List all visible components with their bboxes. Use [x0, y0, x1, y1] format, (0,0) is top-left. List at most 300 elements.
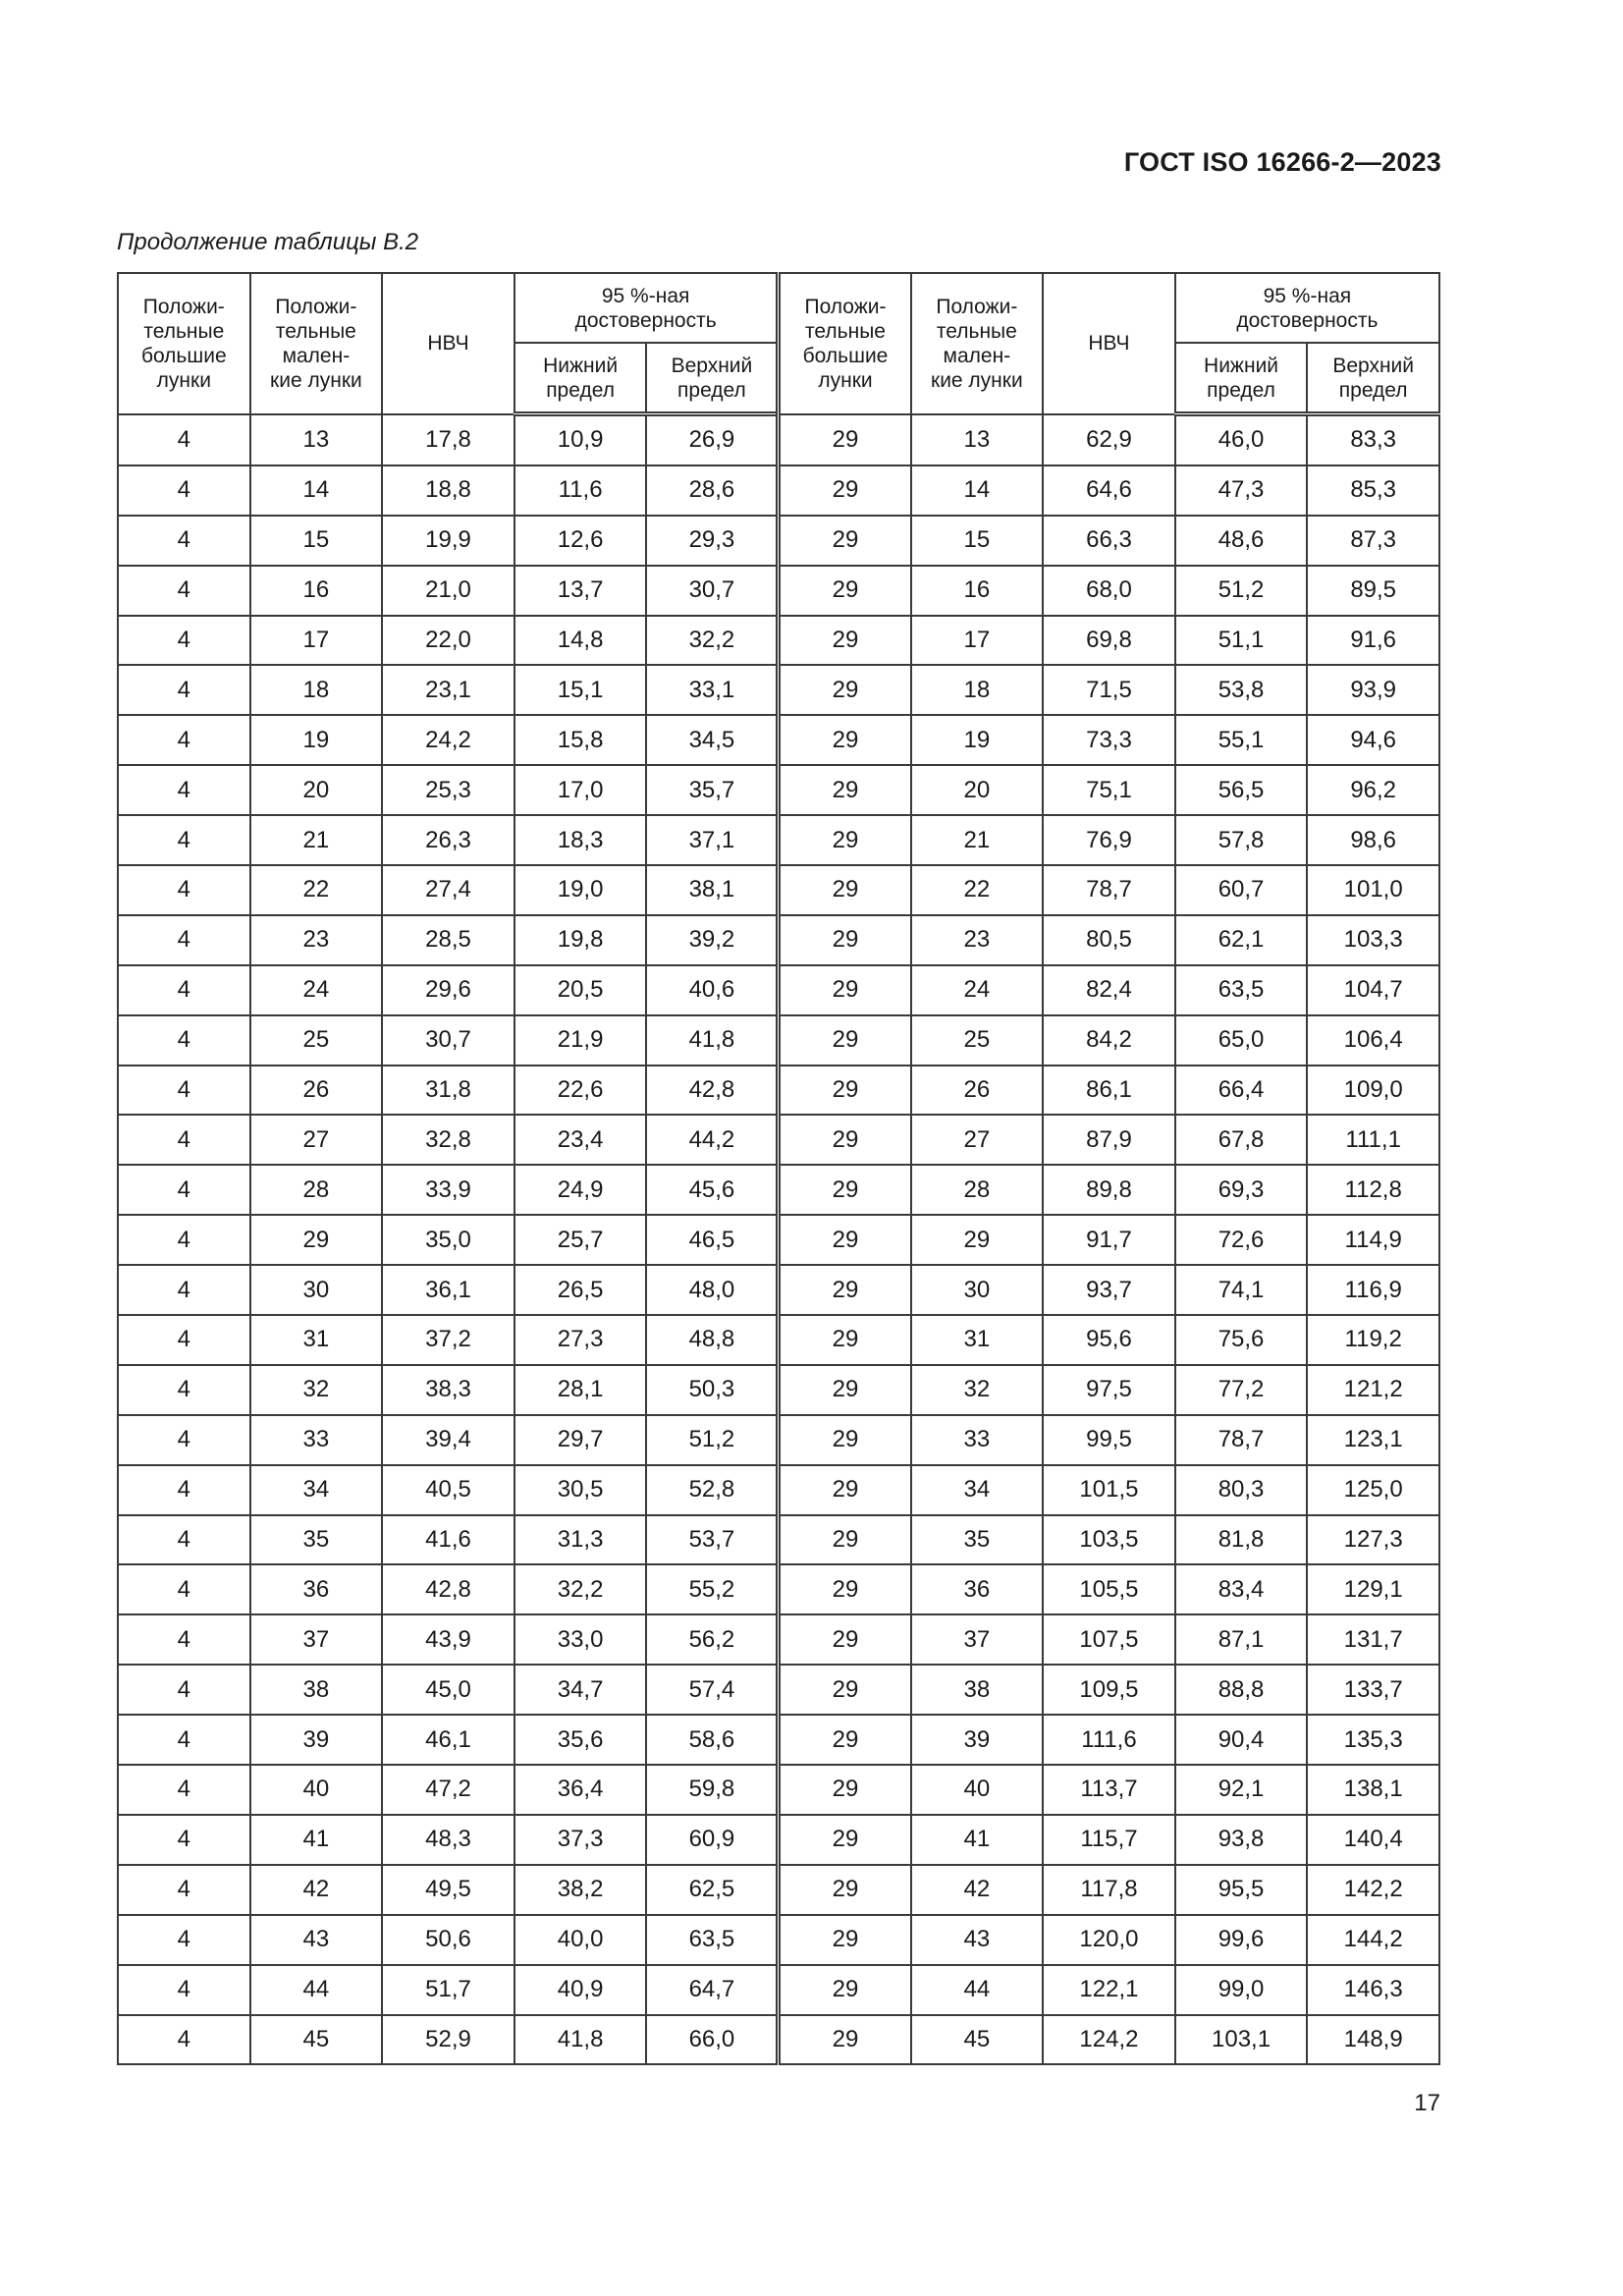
table-cell: 28 — [911, 1165, 1044, 1215]
table-cell: 16 — [911, 566, 1044, 616]
table-cell: 23,1 — [382, 665, 514, 715]
table-cell: 60,9 — [646, 1815, 779, 1865]
table-cell: 101,0 — [1307, 865, 1439, 915]
table-cell: 36,1 — [382, 1265, 514, 1315]
table-row — [118, 1915, 1439, 1965]
table-cell: 29 — [911, 1215, 1044, 1265]
table-cell: 96,2 — [1307, 765, 1439, 815]
table-cell: 29 — [250, 1215, 383, 1265]
table-row — [118, 1265, 1439, 1315]
table-cell: 15 — [250, 516, 383, 566]
table-cell: 4 — [118, 665, 250, 715]
table-cell: 55,1 — [1175, 715, 1308, 765]
table-cell: 148,9 — [1307, 2015, 1439, 2065]
table-row — [118, 1765, 1439, 1815]
table-row — [118, 414, 1439, 465]
table-cell: 20,5 — [514, 965, 647, 1015]
table-cell: 64,7 — [646, 1965, 779, 2015]
table-cell: 17 — [250, 616, 383, 666]
table-cell: 17,8 — [382, 414, 514, 465]
table-cell: 98,6 — [1307, 815, 1439, 865]
table-cell: 111,1 — [1307, 1115, 1439, 1165]
table-cell: 34 — [911, 1465, 1044, 1515]
table-cell: 103,5 — [1043, 1515, 1175, 1565]
table-cell: 4 — [118, 815, 250, 865]
header-lower-limit-2: Нижний предел — [1175, 343, 1308, 414]
table-cell: 29 — [779, 1765, 911, 1815]
table-cell: 58,6 — [646, 1715, 779, 1765]
table-cell: 14 — [250, 465, 383, 516]
table-cell: 23 — [250, 915, 383, 965]
table-cell: 4 — [118, 1265, 250, 1315]
table-row — [118, 1515, 1439, 1565]
table-cell: 27,3 — [514, 1315, 647, 1365]
table-cell: 4 — [118, 616, 250, 666]
table-cell: 65,0 — [1175, 1015, 1308, 1066]
table-row — [118, 1415, 1439, 1465]
table-cell: 27 — [911, 1115, 1044, 1165]
table-cell: 4 — [118, 1415, 250, 1465]
table-cell: 78,7 — [1043, 865, 1175, 915]
table-cell: 31,8 — [382, 1066, 514, 1116]
table-cell: 45,6 — [646, 1165, 779, 1215]
table-cell: 69,3 — [1175, 1165, 1308, 1215]
table-cell: 89,5 — [1307, 566, 1439, 616]
table-cell: 29 — [779, 1265, 911, 1315]
table-cell: 111,6 — [1043, 1715, 1175, 1765]
table-cell: 29,6 — [382, 965, 514, 1015]
table-cell: 4 — [118, 1465, 250, 1515]
table-cell: 35,7 — [646, 765, 779, 815]
table-cell: 64,6 — [1043, 465, 1175, 516]
table-cell: 104,7 — [1307, 965, 1439, 1015]
table-cell: 28,6 — [646, 465, 779, 516]
table-cell: 53,7 — [646, 1515, 779, 1565]
table-cell: 63,5 — [646, 1915, 779, 1965]
document-code: ГОСТ ISO 16266-2—2023 — [1123, 147, 1441, 177]
table-cell: 29 — [779, 1465, 911, 1515]
table-cell: 62,1 — [1175, 915, 1308, 965]
table-cell: 10,9 — [514, 414, 647, 465]
table-cell: 17,0 — [514, 765, 647, 815]
table-cell: 29 — [779, 665, 911, 715]
table-cell: 27 — [250, 1115, 383, 1165]
table-cell: 42 — [911, 1865, 1044, 1915]
table-cell: 11,6 — [514, 465, 647, 516]
table-cell: 45 — [250, 2015, 383, 2065]
table-cell: 146,3 — [1307, 1965, 1439, 2015]
table-row — [118, 1066, 1439, 1116]
table-cell: 29 — [779, 1715, 911, 1765]
table-cell: 62,5 — [646, 1865, 779, 1915]
table-cell: 4 — [118, 1215, 250, 1265]
table-cell: 38,2 — [514, 1865, 647, 1915]
table-cell: 74,1 — [1175, 1265, 1308, 1315]
table-cell: 107,5 — [1043, 1614, 1175, 1665]
header-confidence: 95 %-ная достоверность — [514, 273, 779, 343]
table-cell: 22,0 — [382, 616, 514, 666]
table-cell: 26 — [911, 1066, 1044, 1116]
table-cell: 71,5 — [1043, 665, 1175, 715]
table-cell: 36 — [911, 1564, 1044, 1614]
table-cell: 14,8 — [514, 616, 647, 666]
table-cell: 29 — [779, 465, 911, 516]
table-cell: 4 — [118, 1665, 250, 1715]
table-cell: 28 — [250, 1165, 383, 1215]
table-cell: 33,0 — [514, 1614, 647, 1665]
table-cell: 40 — [250, 1765, 383, 1815]
table-cell: 123,1 — [1307, 1415, 1439, 1465]
table-cell: 92,1 — [1175, 1765, 1308, 1815]
table-cell: 121,2 — [1307, 1365, 1439, 1415]
table-cell: 25,3 — [382, 765, 514, 815]
table-cell: 40,9 — [514, 1965, 647, 2015]
table-cell: 4 — [118, 1815, 250, 1865]
table-cell: 125,0 — [1307, 1465, 1439, 1515]
table-cell: 19,8 — [514, 915, 647, 965]
table-cell: 22,6 — [514, 1066, 647, 1116]
table-cell: 29 — [779, 1015, 911, 1066]
table-cell: 39 — [911, 1715, 1044, 1765]
table-cell: 29 — [779, 1865, 911, 1915]
table-cell: 29 — [779, 1915, 911, 1965]
table-cell: 35,0 — [382, 1215, 514, 1265]
table-cell: 29 — [779, 1965, 911, 2015]
table-cell: 47,2 — [382, 1765, 514, 1815]
table-cell: 116,9 — [1307, 1265, 1439, 1315]
table-cell: 76,9 — [1043, 815, 1175, 865]
table-cell: 30,7 — [646, 566, 779, 616]
table-cell: 15,1 — [514, 665, 647, 715]
table-row — [118, 915, 1439, 965]
table-cell: 52,8 — [646, 1465, 779, 1515]
table-cell: 144,2 — [1307, 1915, 1439, 1965]
table-cell: 20 — [911, 765, 1044, 815]
table-cell: 15,8 — [514, 715, 647, 765]
table-cell: 29 — [779, 616, 911, 666]
table-cell: 140,4 — [1307, 1815, 1439, 1865]
table-row — [118, 616, 1439, 666]
table-cell: 85,3 — [1307, 465, 1439, 516]
table-cell: 29 — [779, 815, 911, 865]
table-row — [118, 1865, 1439, 1915]
table-cell: 120,0 — [1043, 1915, 1175, 1965]
table-cell: 27,4 — [382, 865, 514, 915]
table-cell: 31 — [250, 1315, 383, 1365]
table-cell: 4 — [118, 1066, 250, 1116]
table-cell: 83,3 — [1307, 414, 1439, 465]
table-cell: 40,0 — [514, 1915, 647, 1965]
table-cell: 32,2 — [514, 1564, 647, 1614]
table-cell: 77,2 — [1175, 1365, 1308, 1415]
table-cell: 55,2 — [646, 1564, 779, 1614]
table-cell: 41,8 — [646, 1015, 779, 1066]
table-cell: 36,4 — [514, 1765, 647, 1815]
table-cell: 41,6 — [382, 1515, 514, 1565]
table-cell: 34,5 — [646, 715, 779, 765]
header-large-wells: Положи- тельные большие лунки — [118, 273, 250, 414]
table-cell: 99,0 — [1175, 1965, 1308, 2015]
table-row — [118, 665, 1439, 715]
table-cell: 25 — [911, 1015, 1044, 1066]
table-cell: 29 — [779, 865, 911, 915]
table-row — [118, 1465, 1439, 1515]
table-row — [118, 715, 1439, 765]
table-cell: 66,3 — [1043, 516, 1175, 566]
table-cell: 30 — [911, 1265, 1044, 1315]
table-cell: 42 — [250, 1865, 383, 1915]
table-cell: 29,7 — [514, 1415, 647, 1465]
table-cell: 23 — [911, 915, 1044, 965]
table-cell: 88,8 — [1175, 1665, 1308, 1715]
table-cell: 38,3 — [382, 1365, 514, 1415]
table-cell: 50,3 — [646, 1365, 779, 1415]
table-cell: 32,8 — [382, 1115, 514, 1165]
table-cell: 115,7 — [1043, 1815, 1175, 1865]
table-cell: 22 — [250, 865, 383, 915]
table-cell: 95,5 — [1175, 1865, 1308, 1915]
table-cell: 33,9 — [382, 1165, 514, 1215]
table-cell: 78,7 — [1175, 1415, 1308, 1465]
table-cell: 29 — [779, 1564, 911, 1614]
table-cell: 105,5 — [1043, 1564, 1175, 1614]
table-cell: 4 — [118, 915, 250, 965]
table-cell: 103,1 — [1175, 2015, 1308, 2065]
table-cell: 40 — [911, 1765, 1044, 1815]
table-cell: 38 — [250, 1665, 383, 1715]
table-cell: 80,3 — [1175, 1465, 1308, 1515]
table-cell: 37,3 — [514, 1815, 647, 1865]
table-cell: 66,4 — [1175, 1066, 1308, 1116]
table-cell: 29 — [779, 1365, 911, 1415]
table-row — [118, 1365, 1439, 1415]
header-confidence-2: 95 %-ная достоверность — [1175, 273, 1439, 343]
table-cell: 4 — [118, 1564, 250, 1614]
table-cell: 48,3 — [382, 1815, 514, 1865]
table-cell: 24 — [911, 965, 1044, 1015]
table-row — [118, 516, 1439, 566]
table-cell: 23,4 — [514, 1115, 647, 1165]
table-cell: 31 — [911, 1315, 1044, 1365]
table-cell: 30 — [250, 1265, 383, 1315]
table-cell: 75,1 — [1043, 765, 1175, 815]
table-cell: 56,2 — [646, 1614, 779, 1665]
table-cell: 29 — [779, 2015, 911, 2065]
table-cell: 90,4 — [1175, 1715, 1308, 1765]
table-caption: Продолжение таблицы В.2 — [117, 229, 419, 255]
table-cell: 31,3 — [514, 1515, 647, 1565]
table-cell: 21,0 — [382, 566, 514, 616]
header-large-wells-2: Положи- тельные большие лунки — [779, 273, 911, 414]
table-cell: 24,9 — [514, 1165, 647, 1215]
table-row — [118, 815, 1439, 865]
table-cell: 46,0 — [1175, 414, 1308, 465]
table-cell: 60,7 — [1175, 865, 1308, 915]
table-cell: 43 — [250, 1915, 383, 1965]
table-row — [118, 1315, 1439, 1365]
table-cell: 80,5 — [1043, 915, 1175, 965]
table-cell: 26,5 — [514, 1265, 647, 1315]
table-cell: 89,8 — [1043, 1165, 1175, 1215]
table-cell: 42,8 — [382, 1564, 514, 1614]
table-row — [118, 1015, 1439, 1066]
page-number: 17 — [1414, 2090, 1440, 2116]
header-small-wells-2: Положи- тельные мален- кие лунки — [911, 273, 1044, 414]
table-cell: 25 — [250, 1015, 383, 1066]
table-cell: 17 — [911, 616, 1044, 666]
table-cell: 4 — [118, 414, 250, 465]
table-cell: 13,7 — [514, 566, 647, 616]
table-cell: 117,8 — [1043, 1865, 1175, 1915]
table-cell: 29 — [779, 1614, 911, 1665]
table-cell: 106,4 — [1307, 1015, 1439, 1066]
table-cell: 29 — [779, 915, 911, 965]
table-row — [118, 1215, 1439, 1265]
table-row — [118, 465, 1439, 516]
table-cell: 29 — [779, 1515, 911, 1565]
table-cell: 69,8 — [1043, 616, 1175, 666]
table-cell: 39 — [250, 1715, 383, 1765]
table-cell: 33 — [250, 1415, 383, 1465]
table-cell: 101,5 — [1043, 1465, 1175, 1515]
table-cell: 40,5 — [382, 1465, 514, 1515]
table-cell: 109,5 — [1043, 1665, 1175, 1715]
table-cell: 124,2 — [1043, 2015, 1175, 2065]
table-cell: 30,7 — [382, 1015, 514, 1066]
table-cell: 97,5 — [1043, 1365, 1175, 1415]
table-cell: 4 — [118, 1965, 250, 2015]
table-cell: 4 — [118, 965, 250, 1015]
table-cell: 32,2 — [646, 616, 779, 666]
table-cell: 87,1 — [1175, 1614, 1308, 1665]
table-cell: 42,8 — [646, 1066, 779, 1116]
table-row — [118, 1665, 1439, 1715]
table-cell: 34 — [250, 1465, 383, 1515]
table-cell: 51,1 — [1175, 616, 1308, 666]
table-cell: 37,2 — [382, 1315, 514, 1365]
table-cell: 18,3 — [514, 815, 647, 865]
table-cell: 32 — [911, 1365, 1044, 1415]
table-cell: 32 — [250, 1365, 383, 1415]
table-body — [118, 414, 1439, 2065]
table-cell: 91,6 — [1307, 616, 1439, 666]
table-cell: 4 — [118, 1015, 250, 1066]
table-cell: 63,5 — [1175, 965, 1308, 1015]
table-cell: 29 — [779, 1115, 911, 1165]
table-cell: 59,8 — [646, 1765, 779, 1815]
table-cell: 19 — [250, 715, 383, 765]
table-cell: 95,6 — [1043, 1315, 1175, 1365]
table-row — [118, 1165, 1439, 1215]
table-cell: 81,8 — [1175, 1515, 1308, 1565]
table-cell: 87,3 — [1307, 516, 1439, 566]
table-cell: 51,2 — [646, 1415, 779, 1465]
table-cell: 37 — [911, 1614, 1044, 1665]
table-cell: 26 — [250, 1066, 383, 1116]
table-cell: 142,2 — [1307, 1865, 1439, 1915]
table-cell: 131,7 — [1307, 1614, 1439, 1665]
table-cell: 73,3 — [1043, 715, 1175, 765]
table-row — [118, 1965, 1439, 2015]
table-cell: 21 — [911, 815, 1044, 865]
table-cell: 45 — [911, 2015, 1044, 2065]
table-cell: 13 — [250, 414, 383, 465]
table-cell: 26,9 — [646, 414, 779, 465]
table-cell: 38,1 — [646, 865, 779, 915]
table-cell: 28,1 — [514, 1365, 647, 1415]
table-row — [118, 765, 1439, 815]
table-cell: 39,2 — [646, 915, 779, 965]
table-cell: 84,2 — [1043, 1015, 1175, 1066]
table-row — [118, 1815, 1439, 1865]
table-cell: 122,1 — [1043, 1965, 1175, 2015]
table-cell: 4 — [118, 2015, 250, 2065]
table-cell: 67,8 — [1175, 1115, 1308, 1165]
table-cell: 29 — [779, 1315, 911, 1365]
table-cell: 35,6 — [514, 1715, 647, 1765]
table-cell: 33,1 — [646, 665, 779, 715]
table-row — [118, 1564, 1439, 1614]
table-cell: 49,5 — [382, 1865, 514, 1915]
table-cell: 38 — [911, 1665, 1044, 1715]
table-cell: 41 — [911, 1815, 1044, 1865]
table-cell: 29 — [779, 1665, 911, 1715]
table-cell: 21,9 — [514, 1015, 647, 1066]
header-small-wells: Положи- тельные мален- кие лунки — [250, 273, 383, 414]
table-cell: 22 — [911, 865, 1044, 915]
table-cell: 19,0 — [514, 865, 647, 915]
table-cell: 4 — [118, 1365, 250, 1415]
table-cell: 72,6 — [1175, 1215, 1308, 1265]
table-cell: 33 — [911, 1415, 1044, 1465]
table-cell: 34,7 — [514, 1665, 647, 1715]
table-cell: 13 — [911, 414, 1044, 465]
table-cell: 29 — [779, 516, 911, 566]
table-cell: 119,2 — [1307, 1315, 1439, 1365]
table-cell: 51,7 — [382, 1965, 514, 2015]
table-cell: 43,9 — [382, 1614, 514, 1665]
table-cell: 44 — [911, 1965, 1044, 2015]
table-cell: 40,6 — [646, 965, 779, 1015]
table-cell: 93,8 — [1175, 1815, 1308, 1865]
table-cell: 20 — [250, 765, 383, 815]
table-row — [118, 2015, 1439, 2065]
table-cell: 29 — [779, 965, 911, 1015]
table-cell: 37,1 — [646, 815, 779, 865]
table-cell: 83,4 — [1175, 1564, 1308, 1614]
table-cell: 21 — [250, 815, 383, 865]
table-cell: 28,5 — [382, 915, 514, 965]
table-cell: 4 — [118, 1865, 250, 1915]
table-cell: 37 — [250, 1614, 383, 1665]
table-cell: 29 — [779, 765, 911, 815]
table-cell: 41,8 — [514, 2015, 647, 2065]
table-cell: 50,6 — [382, 1915, 514, 1965]
table-cell: 29 — [779, 566, 911, 616]
table-cell: 114,9 — [1307, 1215, 1439, 1265]
table-cell: 4 — [118, 1515, 250, 1565]
table-cell: 113,7 — [1043, 1765, 1175, 1815]
table-cell: 18 — [911, 665, 1044, 715]
table-cell: 4 — [118, 1614, 250, 1665]
table-cell: 4 — [118, 765, 250, 815]
table-cell: 29 — [779, 1165, 911, 1215]
table-cell: 36 — [250, 1564, 383, 1614]
table-cell: 87,9 — [1043, 1115, 1175, 1165]
mpn-table — [117, 272, 1440, 2065]
table-cell: 29 — [779, 1066, 911, 1116]
table-cell: 112,8 — [1307, 1165, 1439, 1215]
